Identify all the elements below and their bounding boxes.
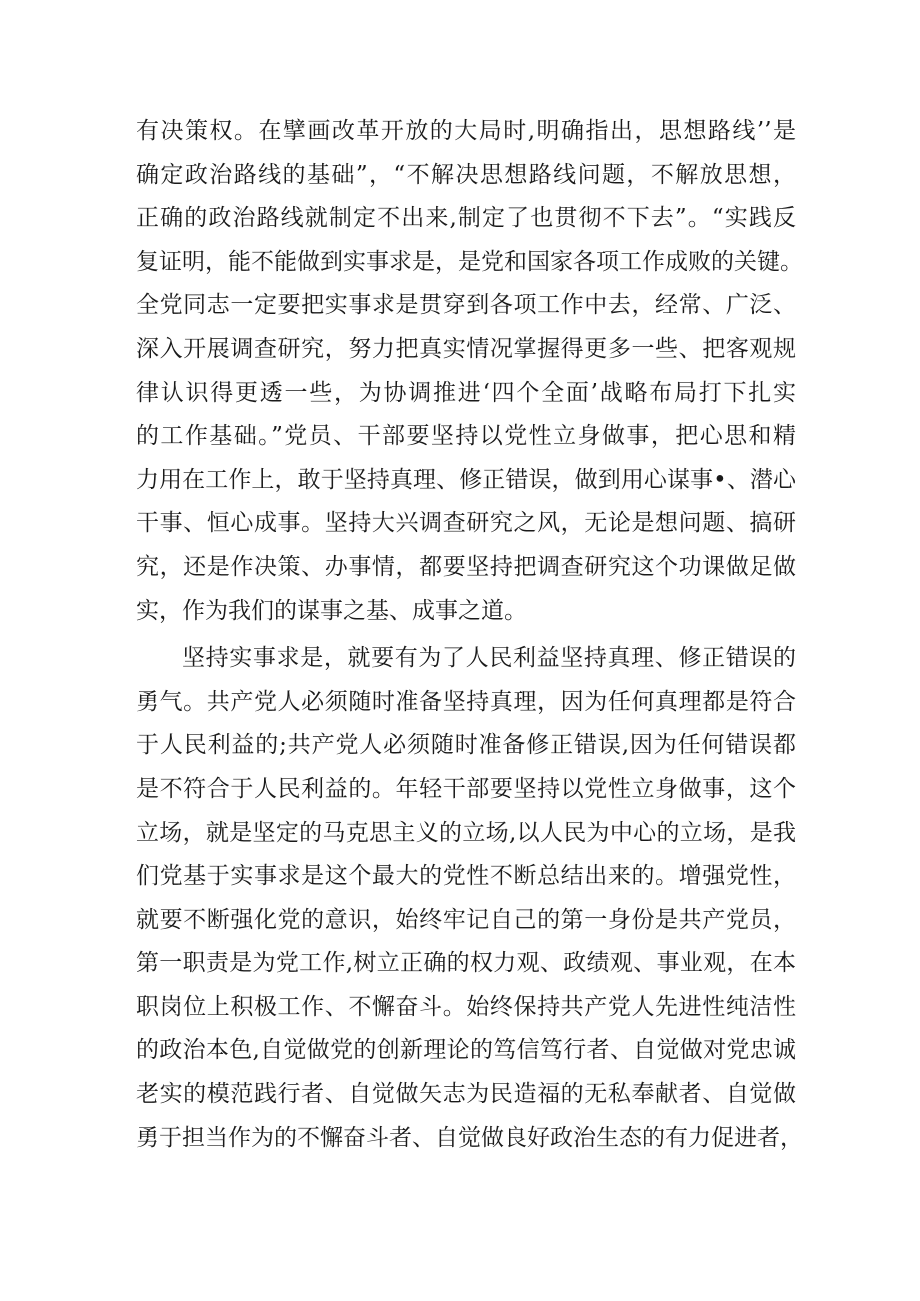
paragraph-2 — [136, 637, 803, 1160]
text-line: 坚持实事求是，就要有为了人民利益坚持真理、修正错误的 — [182, 645, 796, 672]
text-line: 勇气。共产党人必须随时准备坚持真理，因为任何真理都是符合 — [136, 688, 796, 715]
document-body — [136, 110, 803, 1160]
text-line: 确定政治路线的基础”，“不解决思想路线问题，不解放思想， — [136, 161, 796, 188]
text-line: 有决策权。在擘画改革开放的大局时,明确指出，思想路线’’是 — [136, 118, 796, 144]
text-line: 勇于担当作为的不懈奋斗者、自觉做良好政治生态的有力促进者， — [136, 1124, 803, 1151]
text-line: 复证明，能不能做到实事求是，是党和国家各项工作成败的关键。 — [136, 248, 803, 275]
text-line: 深入开展调查研究，努力把真实情况掌握得更多一些、把客观规 — [136, 335, 796, 362]
text-line: 就要不断强化党的意识，始终牢记自己的第一身份是共产党员， — [136, 906, 796, 933]
text-line: 全党同志一定要把实事求是贯穿到各项工作中去，经常、广泛、 — [136, 292, 796, 319]
text-line: 律认识得更透一些，为协调推进‘四个全面’战略布局打下扎实 — [136, 379, 796, 406]
text-line: 正确的政治路线就制定不出来,制定了也贯彻不下去”。“实践反 — [136, 205, 796, 232]
text-line: 第一职责是为党工作,树立正确的权力观、政绩观、事业观，在本 — [136, 950, 796, 977]
text-line: 干事、恒心成事。坚持大兴调查研究之风，无论是想问题、搞研 — [136, 510, 796, 537]
text-line: 是不符合于人民利益的。年轻干部要坚持以党性立身做事，这个 — [136, 775, 796, 802]
text-line: 的政治本色,自觉做党的创新理论的笃信笃行者、自觉做对党忠诚 — [136, 1037, 796, 1064]
text-line: 老实的模范践行者、自觉做矢志为民造福的无私奉献者、自觉做 — [136, 1081, 796, 1108]
paragraph-1 — [136, 110, 803, 633]
text-line: 们党基于实事求是这个最大的党性不断总结出来的。增强党性， — [136, 863, 796, 890]
text-line: 立场，就是坚定的马克思主义的立场,以人民为中心的立场，是我 — [136, 819, 796, 846]
text-line: 职岗位上积极工作、不懈奋斗。始终保持共产党人先进性纯洁性 — [136, 993, 796, 1020]
text-line: 究，还是作决策、办事情，都要坚持把调查研究这个功课做足做 — [136, 553, 796, 580]
text-line: 的工作基础。”党员、干部要坚持以党性立身做事，把心思和精 — [136, 423, 796, 450]
text-line: 实，作为我们的谋事之基、成事之道。 — [136, 597, 527, 624]
text-line: 力用在工作上，敢于坚持真理、修正错误，做到用心谋事•、潜心 — [136, 466, 796, 493]
text-line: 于人民利益的;共产党人必须随时准备修正错误,因为任何错误都 — [136, 732, 796, 759]
